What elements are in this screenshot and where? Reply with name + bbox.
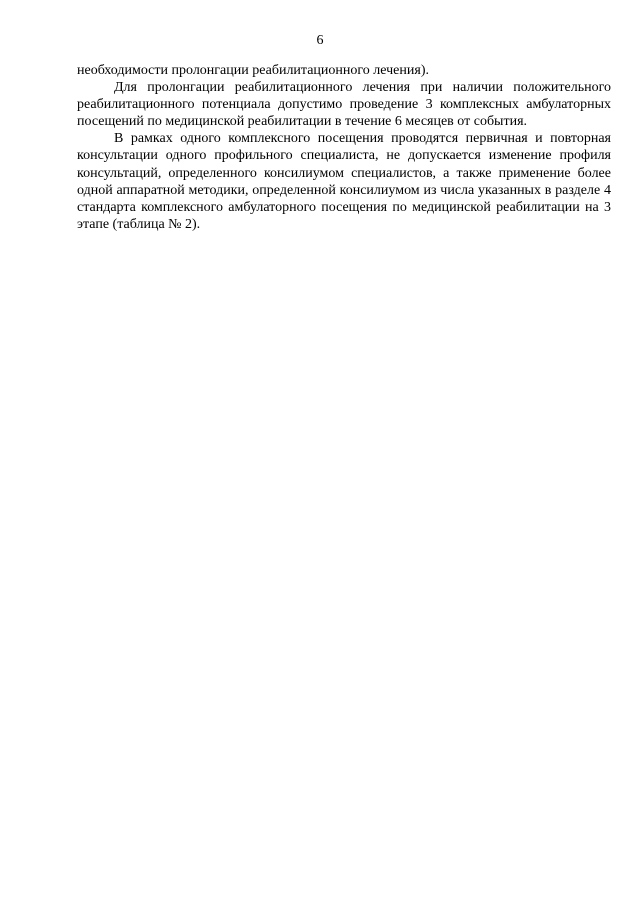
document-body: [77, 62, 611, 233]
paragraph-prolongation: Для пролонгации реабилитационного лечения при наличии положительного реабилитационного потенциала допустимо проведение 3 комплексных амбулаторных посещений по медицинской реабилитации в течение 6 месяцев от события.: [77, 80, 611, 130]
page-number: 6: [316, 33, 324, 48]
paragraph-complex-visit: В рамках одного комплексного посещения проводятся первичная и повторная консультации одного профильного специалиста, не допускается изменение профиля консультаций, определенного консилиумом специалистов, а также применение более одной аппаратной методики, определенной консилиумом из числа указанных в разделе 4 стандарта комплексного амбулаторного посещения по медицинской реабилитации на 3 этапе (таблица № 2).: [77, 131, 611, 232]
paragraph-continuation: необходимости пролонгации реабилитационного лечения).: [77, 63, 429, 78]
